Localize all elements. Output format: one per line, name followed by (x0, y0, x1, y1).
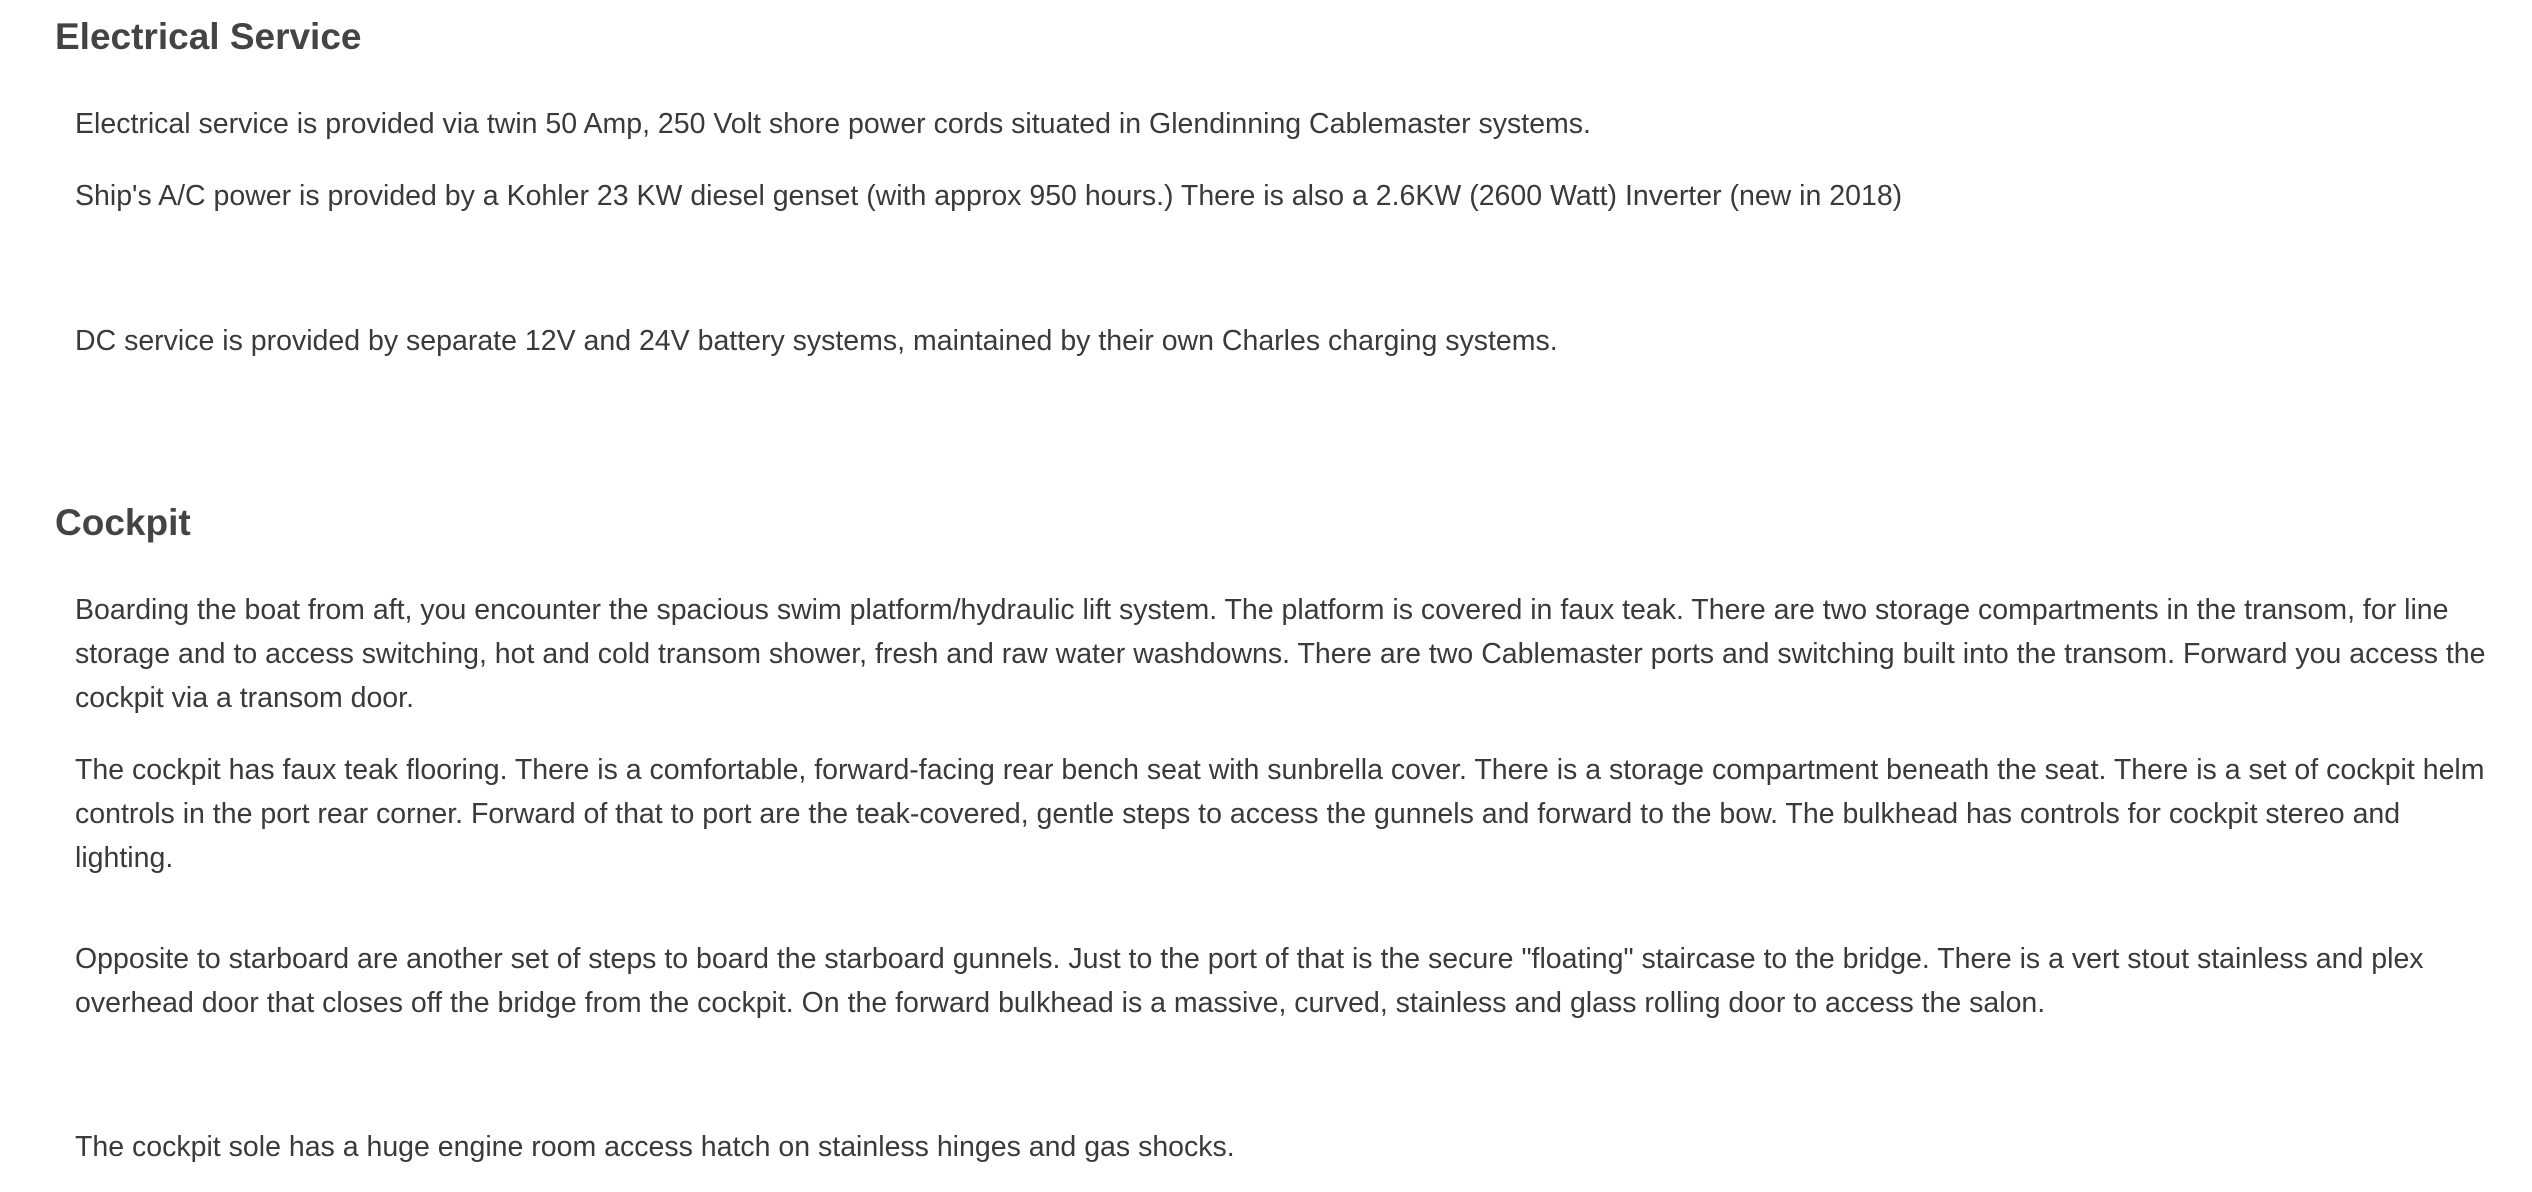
paragraph-cockpit-flooring: The cockpit has faux teak flooring. There is a comfortable, forward-facing rear bench seat with sunbrella cover. There is a storage compartment beneath the seat. There is a set of cockpit helm controls in the port rear corner. Forward of that to port are the teak-covered, gentle steps to access the gunnels and forward to the bow. The bulkhead has controls for cockpit stereo and lighting. (75, 754, 2485, 874)
paragraph-swim-platform: Boarding the boat from aft, you encounter the spacious swim platform/hydraulic lift system. The platform is covered in faux teak. There are two storage compartments in the transom, for line storage and to access switching, hot and cold transom shower, fresh and raw water washdowns. There are two Cablemaster ports and switching built into the transom. Forward you access the cockpit via a transom door. (75, 594, 2486, 714)
paragraph-shore-power: Electrical service is provided via twin 50 Amp, 250 Volt shore power cords situated in Glendinning Cablemaster systems. (75, 108, 1591, 140)
section-heading-cockpit: Cockpit (55, 502, 191, 543)
paragraph-starboard-steps: Opposite to starboard are another set of steps to board the starboard gunnels. Just to the port of that is the secure "floating" staircase to the bridge. There is a vert stout stainless and plex overhead door that closes off the bridge from the cockpit. On the forward bulkhead is a massive, curved, stainless and glass rolling door to access the salon. (75, 943, 2424, 1019)
section-heading-electrical-service: Electrical Service (55, 16, 362, 57)
paragraph-engine-hatch: The cockpit sole has a huge engine room access hatch on stainless hinges and gas shocks. (75, 1131, 1235, 1163)
paragraph-ac-power: Ship's A/C power is provided by a Kohler 23 KW diesel genset (with approx 950 hours.) There is also a 2.6KW (2600 Watt) Inverter (new in 2018) (75, 180, 1903, 212)
paragraph-dc-service: DC service is provided by separate 12V and 24V battery systems, maintained by their own Charles charging systems. (75, 325, 1558, 357)
